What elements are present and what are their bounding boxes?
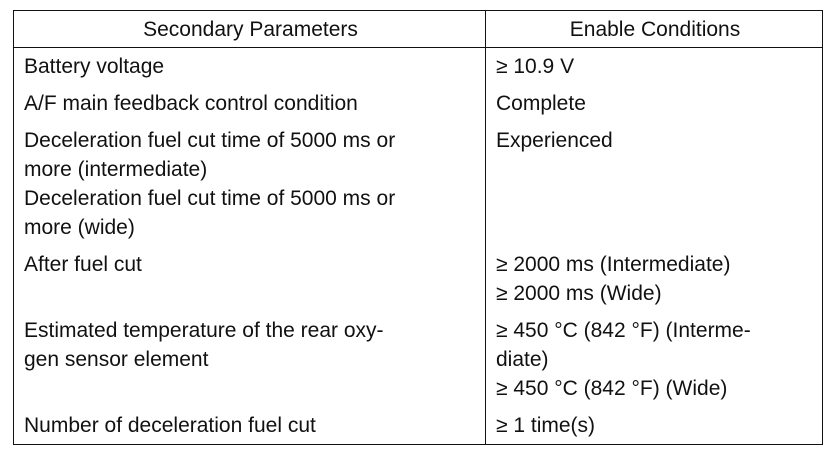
cell-text: ≥ 2000 ms (Wide) bbox=[496, 282, 662, 305]
table-row bbox=[14, 122, 823, 246]
cell-text: ≥ 450 °C (842 °F) (Interme- bbox=[496, 319, 751, 342]
condition-cell bbox=[486, 85, 823, 122]
cell-text: A/F main feedback control condition bbox=[24, 92, 358, 115]
condition-cell bbox=[486, 246, 823, 312]
condition-cell bbox=[486, 48, 823, 86]
header-row bbox=[14, 11, 823, 48]
param-cell bbox=[14, 407, 486, 445]
param-cell bbox=[14, 312, 486, 407]
table-row bbox=[14, 407, 823, 445]
table-row bbox=[14, 85, 823, 122]
cell-text: ≥ 2000 ms (Intermediate) bbox=[496, 253, 731, 276]
param-cell bbox=[14, 246, 486, 312]
column-header-secondary-parameters: Secondary Parameters bbox=[14, 11, 486, 48]
parameters-table bbox=[13, 10, 823, 445]
cell-text: ≥ 10.9 V bbox=[496, 55, 575, 78]
cell-text: Experienced bbox=[496, 129, 613, 152]
column-header-enable-conditions: Enable Conditions bbox=[486, 11, 823, 48]
table-row bbox=[14, 246, 823, 312]
param-cell bbox=[14, 48, 486, 86]
cell-text: ≥ 450 °C (842 °F) (Wide) bbox=[496, 377, 728, 400]
cell-text: more (wide) bbox=[24, 216, 135, 239]
cell-text: more (intermediate) bbox=[24, 158, 208, 181]
table-row bbox=[14, 48, 823, 86]
cell-text: gen sensor element bbox=[24, 348, 209, 371]
condition-cell bbox=[486, 312, 823, 407]
cell-text: diate) bbox=[496, 348, 549, 371]
cell-text: After fuel cut bbox=[24, 253, 142, 276]
condition-cell bbox=[486, 122, 823, 246]
condition-cell bbox=[486, 407, 823, 445]
cell-text: Complete bbox=[496, 92, 586, 115]
cell-text: Battery voltage bbox=[24, 55, 165, 78]
table-row bbox=[14, 312, 823, 407]
cell-text: ≥ 1 time(s) bbox=[496, 414, 596, 437]
cell-text: Estimated temperature of the rear oxy- bbox=[24, 319, 384, 342]
cell-text: Number of deceleration fuel cut bbox=[24, 414, 316, 437]
param-cell bbox=[14, 85, 486, 122]
cell-text: Deceleration fuel cut time of 5000 ms or bbox=[24, 129, 396, 152]
cell-text: Deceleration fuel cut time of 5000 ms or bbox=[24, 187, 396, 210]
param-cell bbox=[14, 122, 486, 246]
